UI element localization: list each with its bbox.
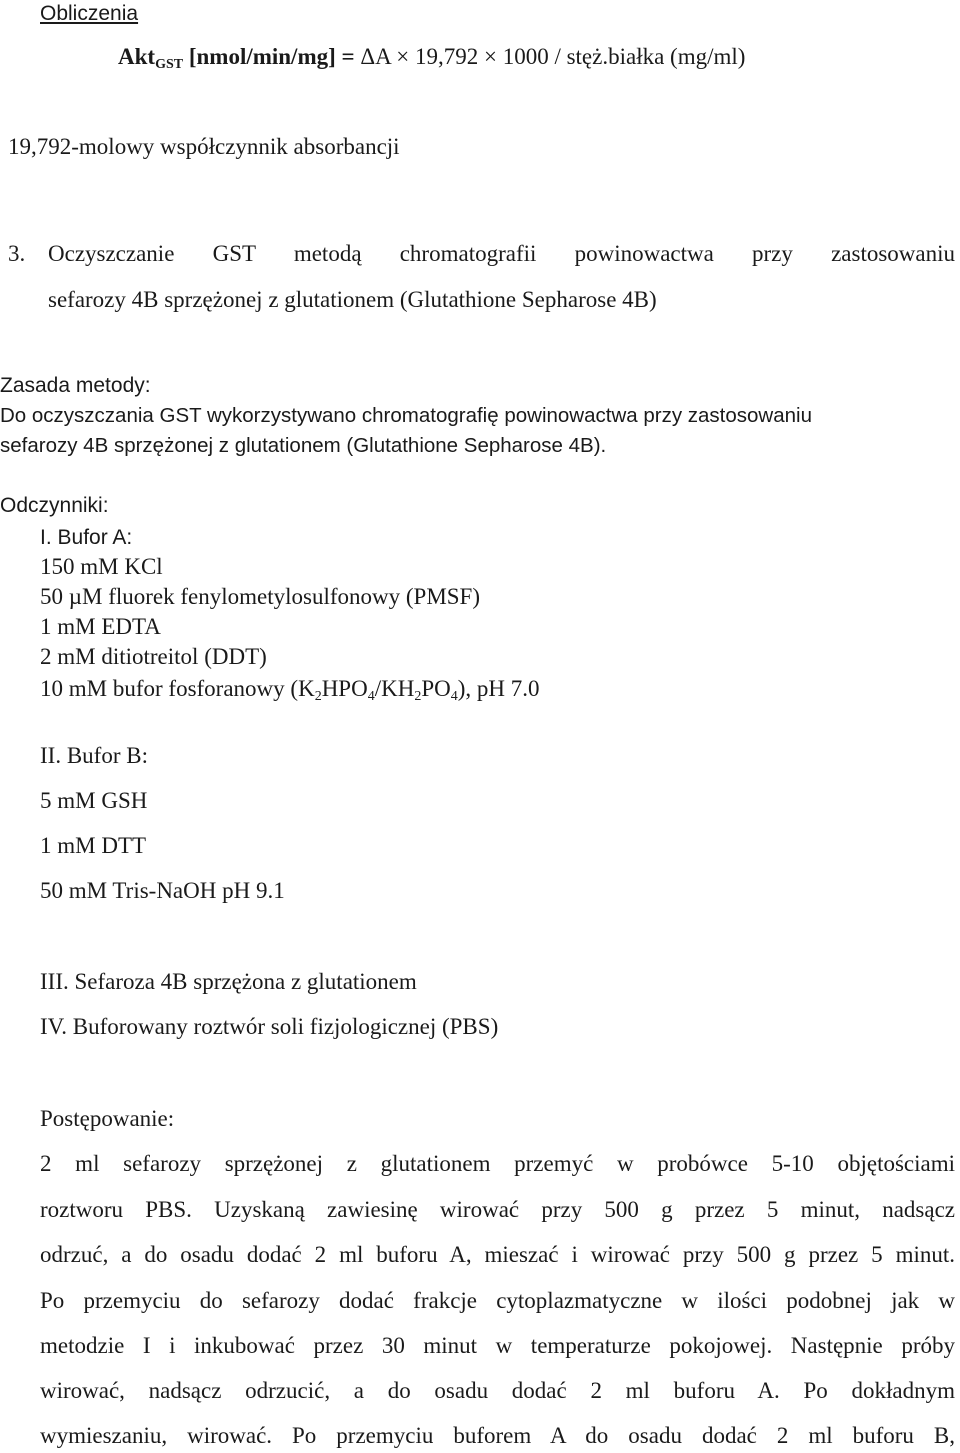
calc-heading: Obliczenia [40,2,139,25]
formula-sub: GST [155,57,184,72]
buffer-a-item: 2 mM ditiotreitol (DDT) [40,644,267,669]
procedure-label: Postępowanie: [40,1106,175,1131]
procedure-line: wirować, nadsącz odrzucić, a do osadu dodać 2 ml buforu A. Po dokładnym [40,1378,955,1403]
procedure-line: roztworu PBS. Uzyskaną zawiesinę wirować przy 500 g przez 5 minut, nadsącz [40,1197,955,1222]
reagent-item-4: IV. Buforowany roztwór soli fizjologicznej (PBS) [40,1014,499,1039]
reagents-label: Odczynniki: [0,494,109,517]
buffer-b-item: 1 mM DTT [40,833,147,858]
buffer-a-item: 150 mM KCl [40,554,163,579]
text-part: HPO [321,676,368,701]
section-number: 3. [8,241,26,266]
reagent-item-3: III. Sefaroza 4B sprzężona z glutationem [40,969,417,994]
coefficient-note: 19,792-molowy współczynnik absorbancji [8,134,400,159]
principle-line2: sefarozy 4B sprzężonej z glutationem (Glutathione Sepharose 4B). [0,434,607,457]
procedure-line: 2 ml sefarozy sprzężonej z glutationem przemyć w probówce 5-10 objętościami [40,1151,955,1176]
buffer-a-item: 1 mM EDTA [40,614,161,639]
buffer-b-item: 5 mM GSH [40,788,148,813]
subscript: 2 [414,689,422,704]
buffer-b-item: 50 mM Tris-NaOH pH 9.1 [40,878,285,903]
procedure-line: wymieszaniu, wirować. Po przemyciu buforem A do osadu dodać 2 ml buforu B, [40,1423,955,1448]
procedure-line: Po przemyciu do sefarozy dodać frakcje cytoplazmatyczne w ilości podobnej jak w [40,1288,955,1313]
text-part: 10 mM bufor fosforanowy (K [40,676,315,701]
procedure-line: metodzie I i inkubować przez 30 minut w temperaturze pokojowej. Następnie próby [40,1333,955,1358]
subscript: 2 [314,689,322,704]
buffer-a-title: I. Bufor A: [40,526,133,549]
text-part: /KH [374,676,415,701]
text-part: ), pH 7.0 [457,676,540,701]
section-title-line1: Oczyszczanie GST metodą chromatografii powinowactwa przy zastosowaniu [48,241,955,266]
buffer-a-item [40,675,540,703]
principle-label: Zasada metody: [0,374,151,397]
section-title-line2: sefarozy 4B sprzężonej z glutationem (Glutathione Sepharose 4B) [48,287,657,312]
text-part: PO [421,676,451,701]
procedure-line: odrzuć, a do osadu dodać 2 ml buforu A, mieszać i wirować przy 500 g przez 5 minut. [40,1242,955,1267]
formula-akt: Akt [118,44,156,69]
buffer-b-title: II. Bufor B: [40,743,148,768]
formula-unit: [nmol/min/mg] = [188,44,355,69]
principle-line1: Do oczyszczania GST wykorzystywano chromatografię powinowactwa przy zastosowaniu [0,404,812,427]
subscript: 4 [367,689,375,704]
subscript: 4 [450,689,458,704]
activity-formula [118,43,745,71]
buffer-a-item: 50 µM fluorek fenylometylosulfonowy (PMSF) [40,584,481,609]
formula-rest: ΔA × 19,792 × 1000 / stęż.białka (mg/ml) [360,44,746,69]
